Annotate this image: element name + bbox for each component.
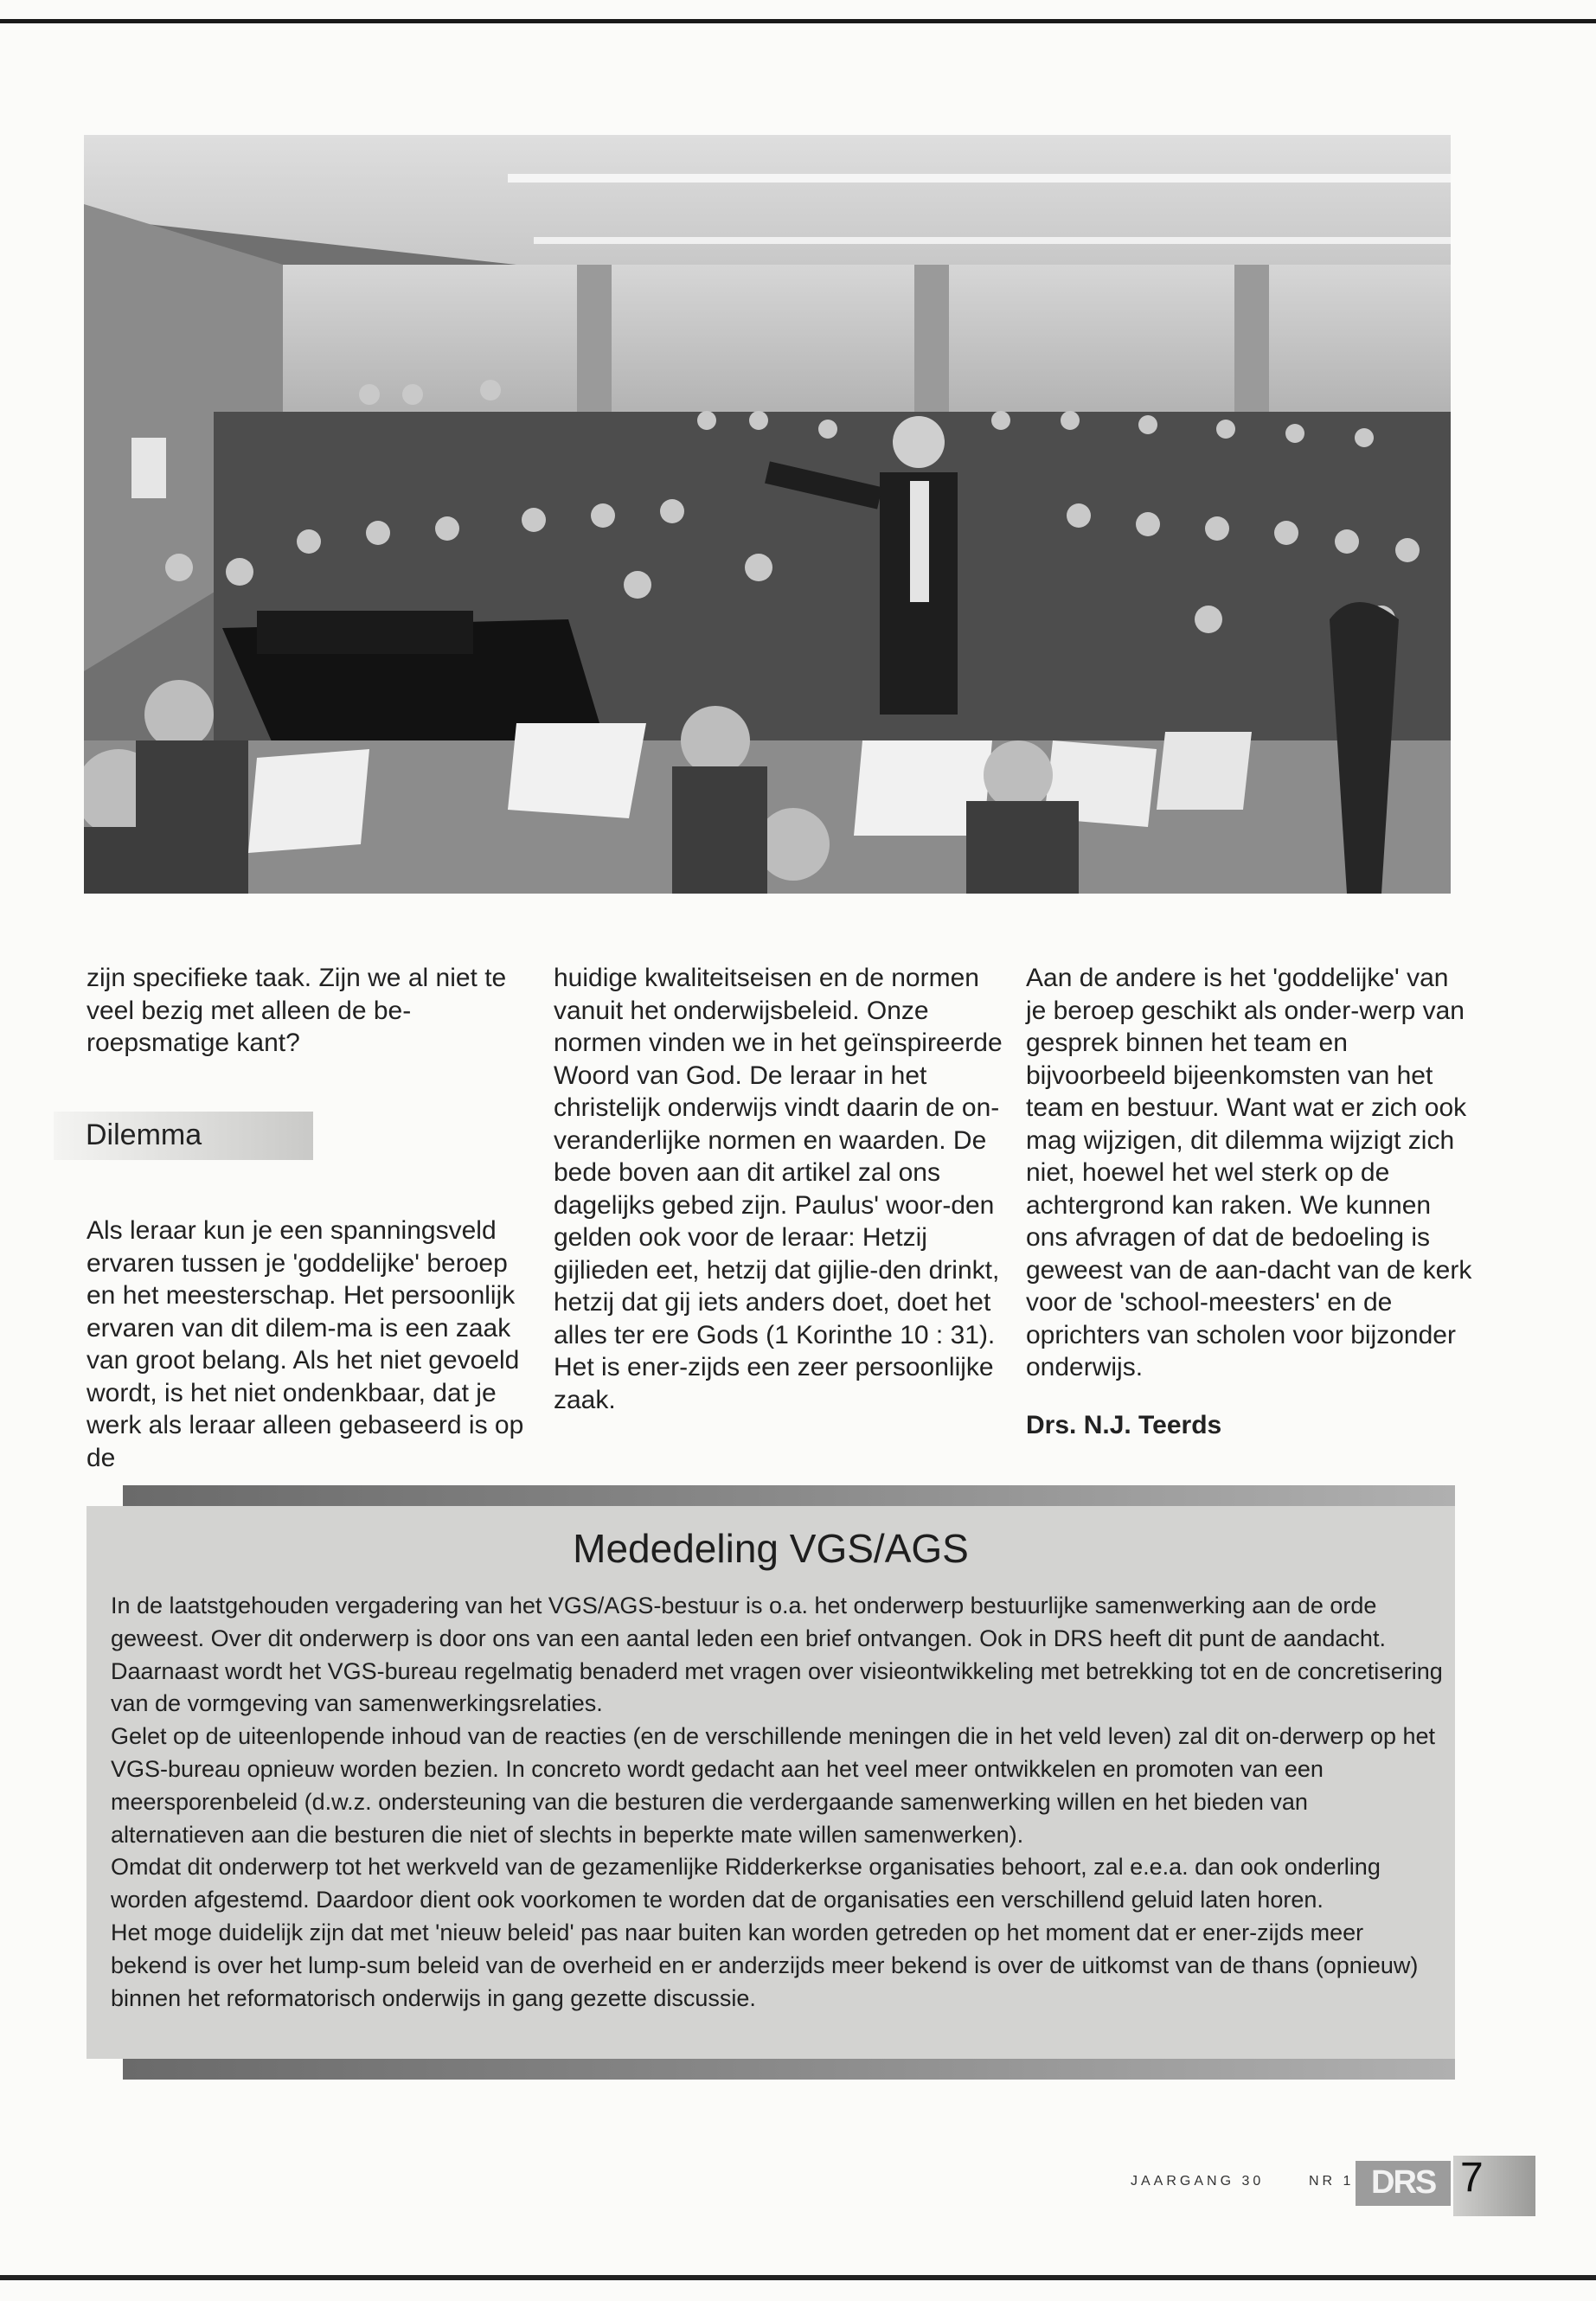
author-signature: Drs. N.J. Teerds — [1026, 1411, 1222, 1439]
column-1-top-text: zijn specifieke taak. Zijn we al niet te veel bezig met alleen de be-roepsmatige kant? — [87, 964, 507, 1057]
column-2-text: huidige kwaliteitseisen en de normen vanuit het onderwijsbeleid. Onze normen vinden we in het geïnspireerde Woord van God. De leraar in het christelijk onderwijs vindt daarin de on-veranderlijke normen en waarden. De bede boven aan dit artikel zal ons dagelijks gebed zijn. Paulus' woor-den gelden ook voor de leraar: Hetzij gijlieden eet, hetzij dat gijlie-den drinkt, hetzij dat gij iets anders doet, doet het alles ter ere Gods (1 Korinthe 10 : 31). Het is ener-zijds een zeer persoonlijke zaak. — [554, 964, 1003, 1414]
drs-logo — [1356, 2161, 1451, 2206]
section-heading — [54, 1112, 313, 1160]
notice-paragraph: Gelet op de uiteenlopende inhoud van de reacties (en de verschillende meningen die in het veld leven) zal dit on-derwerp op het VGS-bureau opnieuw worden bezien. In concreto wordt gedacht aan het veel meer ontwikkelen en promoten van een meersporenbeleid (d.w.z. ondersteuning van die besturen die verdergaande samenwerking willen en het bieden van alternatieven aan die besturen die niet of slechts in beperkte mate willen samenwerken). — [111, 1723, 1436, 1848]
bottom-rule — [0, 2275, 1596, 2280]
column-1-top — [87, 962, 536, 1060]
notice-paragraph: Het moge duidelijk zijn dat met 'nieuw beleid' pas naar buiten kan worden getreden op het moment dat er ener-zijds meer bekend is over het lump-sum beleid van de overheid en er anderzijds meer bekend is over de uitkomst van de thans (opnieuw) binnen het reformatorisch onderwijs in gang gezette discussie. — [111, 1919, 1419, 2011]
column-3 — [1026, 962, 1476, 1384]
notice-body — [111, 1590, 1443, 2015]
footer-issue: NR 1 — [1309, 2174, 1355, 2189]
notice-bottom-bar — [123, 2059, 1455, 2080]
section-heading-text: Dilemma — [86, 1118, 202, 1151]
concert-photo — [84, 135, 1451, 894]
page-number: 7 — [1460, 2155, 1484, 2201]
notice-paragraph: In de laatstgehouden vergadering van het VGS/AGS-bestuur is o.a. het onderwerp bestuurlijke samenwerking aan de orde geweest. Over dit onderwerp is door ons van een aantal leden een brief ontvangen. Ook in DRS heeft dit punt de aandacht. Daarnaast wordt het VGS-bureau regelmatig benaderd met vragen over visieontwikkeling met betrekking tot en de concretisering van de vormgeving van samenwerkingsrelaties. — [111, 1593, 1443, 1717]
drs-logo-text: DRS — [1371, 2164, 1436, 2201]
column-1-body — [87, 1189, 536, 1500]
notice-top-bar — [123, 1485, 1455, 1506]
notice-box — [87, 1506, 1455, 2059]
column-1-body-text: Als leraar kun je een spanningsveld ervaren tussen je 'goddelijke' beroep en het meesterschap. Het persoonlijk ervaren van dit dilem-ma is een zaak van groot belang. Als het niet gevoeld wordt, is het niet ondenkbaar, dat je werk als leraar alleen gebaseerd is op de — [87, 1216, 524, 1472]
column-3-text: Aan de andere is het 'goddelijke' van je beroep geschikt als onder-werp van gesprek binnen het team en bijvoorbeeld bijeenkomsten van het team en bestuur. Want wat er zich ook mag wijzigen, dit dilemma wijzigt zich niet, hoewel het wel sterk op de achtergrond kan raken. We kunnen ons afvragen of dat de bedoeling is geweest van de aan-dacht van de kerk voor de 'school-meesters' en de oprichters van scholen voor bijzonder onderwijs. — [1026, 964, 1472, 1381]
notice-paragraph: Omdat dit onderwerp tot het werkveld van de gezamenlijke Ridderkerkse organisaties behoort, zal e.e.a. dan ook onderling worden afgestemd. Daardoor dient ook voorkomen te worden dat de organisaties een verschillend geluid laten horen. — [111, 1854, 1381, 1913]
notice-title: Mededeling VGS/AGS — [573, 1526, 969, 1571]
top-rule — [0, 19, 1596, 23]
column-2 — [554, 962, 1003, 1416]
footer-volume: JAARGANG 30 — [1131, 2174, 1265, 2189]
